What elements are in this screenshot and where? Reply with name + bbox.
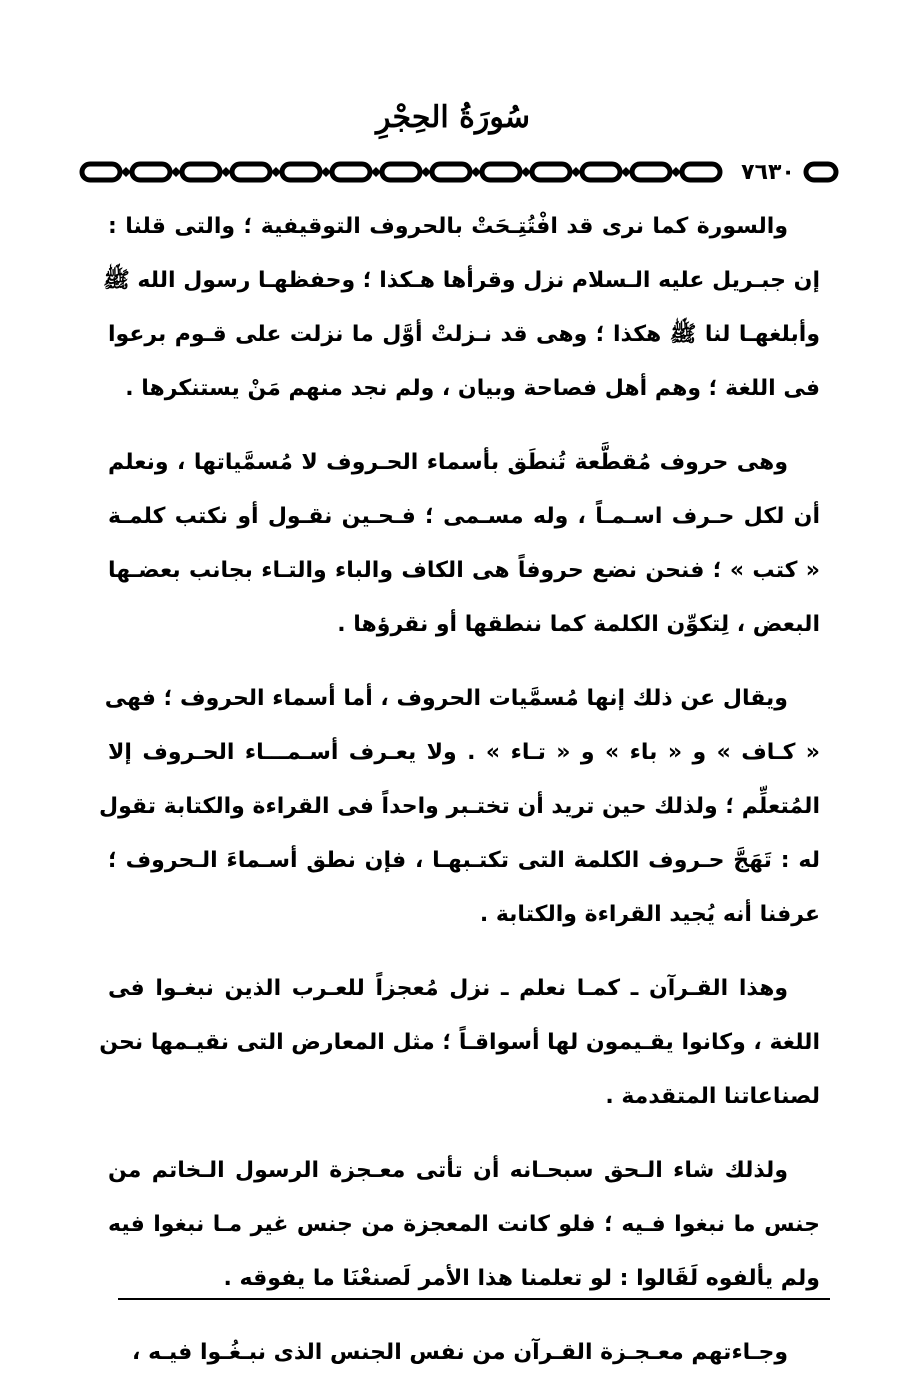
paragraph xyxy=(99,962,820,1124)
body-text xyxy=(99,200,820,1380)
text-line: ولم يألفوه لَقَالوا : لو تعلمنا هذا الأمر لَصنعْنَا ما يفوقه . xyxy=(223,1266,820,1291)
text-line: أن لكل حـرف اسـمـاً ، وله مسـمى ؛ فـحـين نقـول أو نكتب كلمـة xyxy=(108,504,820,529)
footer-rule xyxy=(118,1298,830,1300)
chain-link xyxy=(82,164,120,180)
text-line: لصناعاتنا المتقدمة . xyxy=(605,1084,820,1109)
paragraph xyxy=(108,1326,820,1380)
text-line: له : تَهَجَّ حـروف الكلمة التى تكتـبهـا ، فإن نطق أسـماءَ الـحروف ؛ xyxy=(108,848,820,873)
page-number: ٧٦٣٠ xyxy=(741,160,795,185)
text-line: وهى حروف مُقطَّعة تُنطَق بأسماء الحـروف لا مُسمَّياتها ، ونعلم xyxy=(108,450,788,475)
text-line: وجـاءتهم معـجـزة القـرآن من نفس الجنس الذى نبـغُـوا فيـه ، xyxy=(132,1340,788,1365)
chain-link xyxy=(632,164,670,180)
text-line: وهذا القـرآن ـ كمـا نعلم ـ نزل مُعجزاً للعـرب الذين نبغـوا فى xyxy=(108,976,788,1001)
text-line: المُتعلِّم ؛ ولذلك حين تريد أن تختـبر واحداً فى القراءة والكتابة تقول xyxy=(99,794,820,819)
text-line: عرفنا أنه يُجيد القراءة والكتابة . xyxy=(479,902,820,927)
chain-link xyxy=(482,164,520,180)
chain-link xyxy=(132,164,170,180)
chain-link xyxy=(282,164,320,180)
paragraph xyxy=(108,436,820,652)
text-line: والسورة كما نرى قد افْتُتِـحَتْ بالحروف التوقيفية ؛ والتى قلنا : xyxy=(108,214,788,239)
chain-link xyxy=(382,164,420,180)
chain-link xyxy=(806,164,836,180)
header-ornament-rule xyxy=(0,150,906,190)
text-line: اللغة ، وكانوا يقـيمون لها أسواقـاً ؛ مثل المعارض التى نقيـمها نحن xyxy=(99,1030,820,1055)
chain-link xyxy=(532,164,570,180)
text-line: « كتب » ؛ فنحن نضع حروفاً هى الكاف والباء والتـاء بجانب بعضـها xyxy=(108,558,820,583)
chain-link xyxy=(432,164,470,180)
paragraph xyxy=(103,200,820,416)
text-line: إن جبـريل عليه الـسلام نزل وقرأها هـكذا ؛ وحفظهـا رسول الله ﷺ xyxy=(103,268,820,293)
paragraph xyxy=(99,672,820,942)
chain-link xyxy=(582,164,620,180)
chain-link xyxy=(682,164,720,180)
text-line: ويقال عن ذلك إنها مُسمَّيات الحروف ، أما أسماء الحروف ؛ فهى xyxy=(104,686,788,711)
text-line: « كـاف » و « باء » و « تـاء » . ولا يعـرف أسـمـــاء الحـروف إلا xyxy=(108,740,820,765)
text-line: ولذلك شاء الـحق سبحـانه أن تأتى معـجزة الرسول الـخاتم من xyxy=(108,1158,788,1183)
paragraph xyxy=(108,1144,820,1306)
text-line: البعض ، لِتكوِّن الكلمة كما ننطقها أو نقرؤها . xyxy=(337,612,820,637)
chain-link xyxy=(182,164,220,180)
surah-title: سُورَةُ الحِجْرِ xyxy=(375,100,531,135)
chain-link xyxy=(232,164,270,180)
text-line: جنس ما نبغوا فـيه ؛ فلو كانت المعجزة من جنس غير مـا نبغوا فيه xyxy=(108,1212,820,1237)
text-line: وأبلغهـا لنا ﷺ هكذا ؛ وهى قد نـزلتْ أوَّل ما نزلت على قـوم برعوا xyxy=(108,322,820,347)
text-line: فى اللغة ؛ وهم أهل فصاحة وبيان ، ولم نجد منهم مَنْ يستنكرها . xyxy=(125,376,820,401)
chain-link xyxy=(332,164,370,180)
